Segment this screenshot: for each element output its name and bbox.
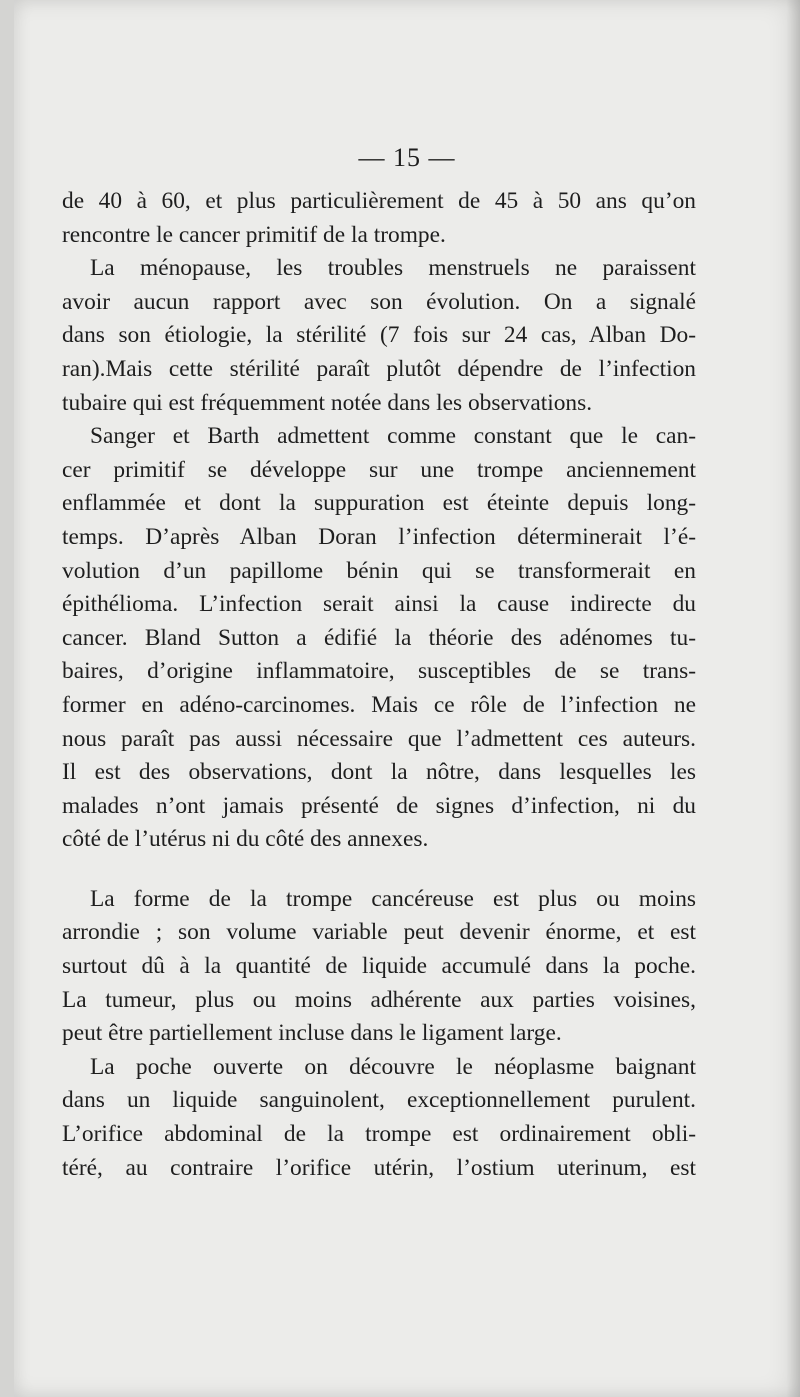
text-line: La ménopause, les troubles menstruels ne paraissent xyxy=(90,255,696,282)
paragraph xyxy=(62,1051,696,1185)
page-edge-shadow xyxy=(786,0,800,1397)
text-line: L’orifice abdominal de la trompe est ordinairement obli- xyxy=(62,1121,696,1148)
text-line: dans un liquide sanguinolent, exceptionnellement purulent. xyxy=(62,1087,696,1114)
paragraph xyxy=(62,883,696,1051)
paragraph-gap xyxy=(62,857,696,883)
text-line: cancer. Bland Sutton a édifié la théorie des adénomes tu- xyxy=(62,624,696,651)
text-line: La tumeur, plus ou moins adhérente aux parties voisines, xyxy=(62,986,696,1013)
page-number: — 15 — xyxy=(358,143,456,172)
text-line: cer primitif se développe sur une trompe anciennement xyxy=(62,456,696,483)
text-line: temps. D’après Alban Doran l’infection déterminerait l’é- xyxy=(62,523,696,550)
text-line: malades n’ont jamais présenté de signes d’infection, ni du xyxy=(62,792,696,819)
text-line: former en adéno-carcinomes. Mais ce rôle de l’infection ne xyxy=(62,691,696,718)
paragraph xyxy=(62,185,696,252)
text-line: rencontre le cancer primitif de la trompe. xyxy=(62,221,446,248)
body-text xyxy=(62,185,696,1185)
text-line: La forme de la trompe cancéreuse est plus ou moins xyxy=(90,885,696,912)
book-page xyxy=(14,0,800,1397)
text-line: surtout dû à la quantité de liquide accumulé dans la poche. xyxy=(62,953,696,980)
text-line: de 40 à 60, et plus particulièrement de 45 à 50 ans qu’on xyxy=(62,188,696,214)
text-line: avoir aucun rapport avec son évolution. On a signalé xyxy=(62,288,696,315)
text-line: épithélioma. L’infection serait ainsi la cause indirecte du xyxy=(62,591,696,618)
paragraph xyxy=(62,420,696,857)
text-line: arrondie ; son volume variable peut devenir énorme, et est xyxy=(62,919,696,946)
text-line: Il est des observations, dont la nôtre, dans lesquelles les xyxy=(62,759,696,786)
text-line: volution d’un papillome bénin qui se transformerait en xyxy=(62,557,696,584)
text-line: Sanger et Barth admettent comme constant que le can- xyxy=(90,423,696,450)
text-line: dans son étiologie, la stérilité (7 fois sur 24 cas, Alban Do- xyxy=(62,322,696,349)
text-line: peut être partiellement incluse dans le ligament large. xyxy=(62,1020,562,1047)
text-line: téré, au contraire l’orifice utérin, l’ostium uterinum, est xyxy=(62,1154,696,1181)
text-line: nous paraît pas aussi nécessaire que l’admettent ces auteurs. xyxy=(62,725,696,752)
text-line: La poche ouverte on découvre le néoplasme baignant xyxy=(90,1053,696,1080)
paragraph xyxy=(62,252,696,420)
text-line: ran).Mais cette stérilité paraît plutôt dépendre de l’infection xyxy=(62,355,696,382)
text-line: côté de l’utérus ni du côté des annexes. xyxy=(62,826,429,853)
text-line: baires, d’origine inflammatoire, susceptibles de se trans- xyxy=(62,658,696,685)
text-line: enflammée et dont la suppuration est éteinte depuis long- xyxy=(62,490,696,517)
text-line: tubaire qui est fréquemment notée dans les observations. xyxy=(62,389,593,416)
